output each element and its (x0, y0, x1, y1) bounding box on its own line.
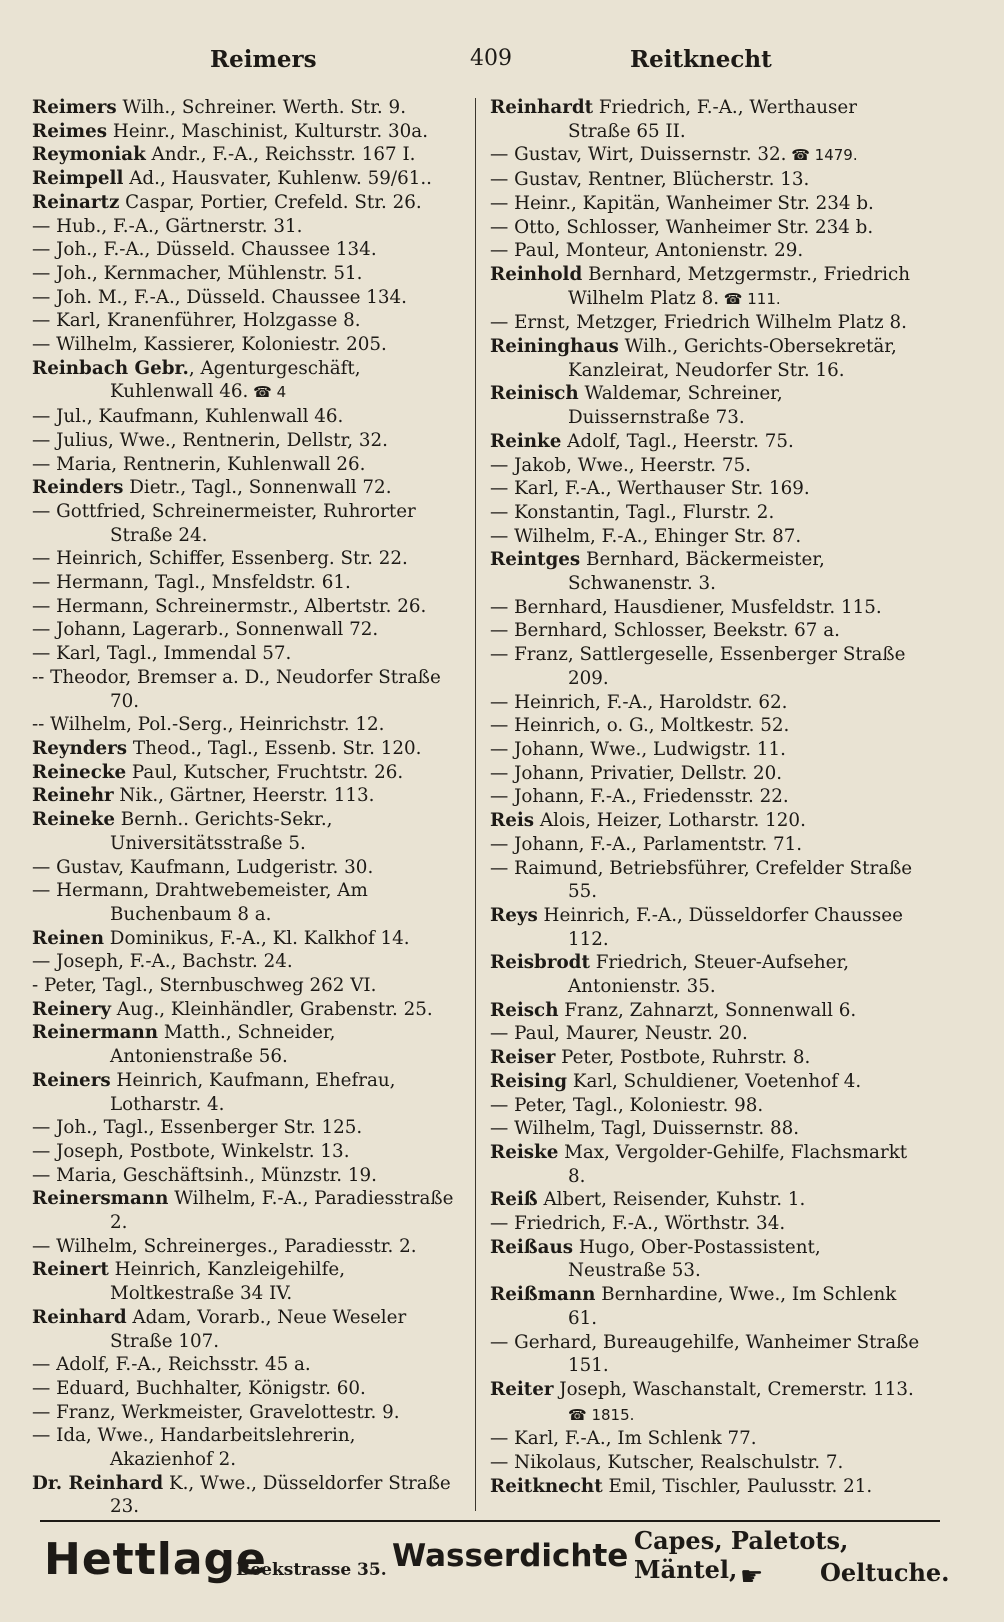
directory-entry (32, 143, 464, 167)
entry-details: — Julius, Wwe., Rentnerin, Dellstr, 32. (32, 429, 388, 451)
directory-entry (490, 430, 922, 454)
entry-details: — Hermann, Schreinermstr., Albertstr. 26. (32, 595, 427, 617)
entry-surname: Reising (490, 1070, 568, 1092)
directory-entry (32, 191, 464, 215)
entry-details: — Gottfried, Schreinermeister, Ruhrorter Straße 24. (32, 500, 416, 546)
telephone-number: ☎ 111. (719, 289, 781, 308)
entry-surname: Reinehr (32, 785, 114, 807)
directory-entry (490, 1427, 922, 1451)
entry-details: — Ernst, Metzger, Friedrich Wilhelm Platz 8. (490, 312, 907, 334)
directory-entry (490, 1212, 922, 1236)
entry-details: Max, Vergolder-Gehilfe, Flachsmarkt 8. (558, 1141, 908, 1187)
left-column (32, 96, 464, 1519)
entry-surname: Reiß (490, 1189, 538, 1211)
directory-entry (490, 168, 922, 192)
entry-surname: Reinders (32, 477, 124, 499)
entry-details: Andr., F.-A., Reichsstr. 167 I. (145, 144, 416, 166)
entry-details: — Jakob, Wwe., Heerstr. 75. (490, 454, 751, 476)
directory-entry (32, 998, 464, 1022)
entry-details: — Hermann, Tagl., Mnsfeldstr. 61. (32, 572, 351, 594)
entry-details: — Paul, Monteur, Antonienstr. 29. (490, 240, 804, 262)
directory-entry (32, 1187, 464, 1234)
directory-entry (32, 642, 464, 666)
directory-entry (32, 1021, 464, 1068)
directory-entry (32, 309, 464, 333)
entry-surname: Reiske (490, 1141, 559, 1163)
directory-entry (490, 714, 922, 738)
directory-entry (490, 192, 922, 216)
entry-details: — Konstantin, Tagl., Flurstr. 2. (490, 501, 775, 523)
entry-details: — Wilhelm, F.-A., Ehinger Str. 87. (490, 525, 802, 547)
directory-entry (32, 120, 464, 144)
entry-details: Hugo, Ober-Postassistent, Neustraße 53. (568, 1236, 821, 1282)
entry-details: Heinrich, Kaufmann, Ehefrau, Lotharstr. 4. (110, 1069, 396, 1115)
entry-details: — Karl, Tagl., Immendal 57. (32, 643, 292, 665)
entry-details: — Johann, F.-A., Parlamentstr. 71. (490, 833, 803, 855)
directory-entry (490, 762, 922, 786)
directory-entry (490, 501, 922, 525)
directory-entry (490, 1236, 922, 1283)
directory-entry (32, 1401, 464, 1425)
entry-surname: Reinermann (32, 1022, 159, 1044)
directory-entry (490, 1141, 922, 1188)
directory-entry (32, 1258, 464, 1305)
directory-entry (490, 548, 922, 595)
entry-details: Matth., Schneider, Antonienstraße 56. (110, 1022, 336, 1068)
directory-entry (490, 857, 922, 904)
entry-surname: Reinke (490, 430, 562, 452)
directory-entry (490, 311, 922, 335)
entry-surname: Reininghaus (490, 336, 619, 358)
entry-details: — Maria, Rentnerin, Kuhlenwall 26. (32, 453, 366, 475)
entry-details: K., Wwe., Düsseldorfer Straße 23. (110, 1472, 451, 1518)
directory-entry (490, 904, 922, 951)
directory-entry (490, 1022, 922, 1046)
entry-details: — Bernhard, Schlosser, Beekstr. 67 a. (490, 620, 840, 642)
entry-details: — Friedrich, F.-A., Wörthstr. 34. (490, 1213, 786, 1235)
entry-surname: Reinen (32, 927, 104, 949)
entry-details: — Joseph, Postbote, Winkelstr. 13. (32, 1140, 350, 1162)
directory-entry (490, 216, 922, 240)
entry-surname: Reinartz (32, 191, 120, 213)
directory-entry (490, 1451, 922, 1475)
directory-entry (490, 691, 922, 715)
directory-entry (32, 713, 464, 737)
entry-details: — Otto, Schlosser, Wanheimer Str. 234 b. (490, 216, 874, 238)
ad-brand: Hettlage (44, 1534, 267, 1585)
entry-details: — Hermann, Drahtwebemeister, Am Buchenbaum 8 a. (32, 880, 368, 925)
entry-details: -- Wilhelm, Pol.-Serg., Heinrichstr. 12. (32, 714, 385, 736)
entry-surname: Reynders (32, 737, 128, 759)
directory-entry (32, 333, 464, 357)
directory-entry (32, 1164, 464, 1188)
entry-details: Caspar, Portier, Crefeld. Str. 26. (119, 191, 422, 213)
directory-entry (32, 1116, 464, 1140)
directory-entry (490, 143, 922, 168)
page-number: 409 (470, 46, 512, 71)
directory-entry (32, 879, 464, 926)
entry-details: — Heinrich, Schiffer, Essenberg. Str. 22. (32, 548, 408, 570)
entry-details: Emil, Tischler, Paulusstr. 21. (602, 1475, 873, 1497)
entry-details: — Ida, Wwe., Handarbeitslehrerin, Akazienhof 2. (32, 1425, 356, 1471)
entry-details: — Paul, Maurer, Neustr. 20. (490, 1023, 748, 1045)
entry-surname: Reys (490, 904, 538, 926)
directory-entry (32, 1140, 464, 1164)
directory-entry (490, 382, 922, 429)
entry-details: — Joh., F.-A., Düsseld. Chaussee 134. (32, 239, 377, 261)
entry-details: — Joh., Tagl., Essenberger Str. 125. (32, 1117, 363, 1139)
directory-entry (490, 1378, 922, 1427)
entry-details: Ad., Hausvater, Kuhlenw. 59/61.. (123, 168, 432, 190)
directory-entry (32, 618, 464, 642)
entry-details: Paul, Kutscher, Fruchtstr. 26. (126, 761, 404, 783)
entry-details: — Karl, F.-A., Im Schlenk 77. (490, 1428, 757, 1450)
entry-surname: Reintges (490, 549, 581, 571)
directory-entry (32, 595, 464, 619)
directory-entry (32, 761, 464, 785)
directory-entry (32, 1235, 464, 1259)
entry-details: Heinrich, Kanzleigehilfe, Moltkestraße 34 IV. (108, 1259, 346, 1305)
directory-entry (490, 525, 922, 549)
entry-surname: Reiser (490, 1047, 556, 1069)
directory-entry (32, 167, 464, 191)
entry-surname: Reinbach Gebr. (32, 357, 189, 379)
directory-entry (32, 357, 464, 405)
entry-details: — Joseph, F.-A., Bachstr. 24. (32, 951, 293, 973)
entry-details: — Maria, Geschäftsinh., Münzstr. 19. (32, 1164, 377, 1186)
directory-entry (32, 547, 464, 571)
entry-details: — Karl, F.-A., Werthauser Str. 169. (490, 478, 810, 500)
entry-details: — Heinr., Kapitän, Wanheimer Str. 234 b. (490, 192, 874, 214)
directory-entry (490, 1094, 922, 1118)
directory-entry (32, 500, 464, 547)
entry-surname: Reimes (32, 120, 108, 142)
entry-details: — Gerhard, Bureaugehilfe, Wanheimer Straße 151. (490, 1331, 920, 1377)
entry-details: — Joh., Kernmacher, Mühlenstr. 51. (32, 262, 363, 284)
entry-surname: Reimers (32, 97, 117, 118)
directory-entry (490, 785, 922, 809)
entry-details: — Wilhelm, Schreinerges., Paradiesstr. 2. (32, 1235, 417, 1257)
entry-surname: Reisbrodt (490, 952, 590, 974)
entry-details: — Wilhelm, Tagl, Duissernstr. 88. (490, 1118, 800, 1140)
ad-slogan: Wasserdichte (392, 1538, 629, 1574)
entry-details: — Johann, Privatier, Dellstr. 20. (490, 762, 783, 784)
entry-details: — Johann, Lagerarb., Sonnenwall 72. (32, 619, 379, 641)
entry-details: Friedrich, F.-A., Werthauser Straße 65 II. (568, 97, 857, 142)
entry-details: - Peter, Tagl., Sternbuschweg 262 VI. (32, 975, 377, 997)
advertisement-banner (40, 1520, 950, 1602)
directory-entry (490, 1070, 922, 1094)
pointing-hand-icon: ☛ (740, 1562, 764, 1592)
entry-surname: Dr. Reinhard (32, 1472, 164, 1494)
entry-details: Bernhard, Bäckermeister, Schwanenstr. 3. (568, 549, 825, 595)
entry-details: Aug., Kleinhändler, Grabenstr. 25. (110, 998, 433, 1020)
directory-entry (32, 737, 464, 761)
entry-surname: Reiners (32, 1069, 111, 1091)
page-header (30, 46, 974, 80)
entry-details: — Nikolaus, Kutscher, Realschulstr. 7. (490, 1452, 844, 1474)
entry-surname: Reißaus (490, 1236, 574, 1258)
header-right-word: Reitknecht (630, 46, 772, 73)
directory-entry (32, 666, 464, 713)
entry-details: Waldemar, Schreiner, Duissernstraße 73. (568, 383, 783, 429)
entry-surname: Reisch (490, 999, 559, 1021)
directory-entry (32, 927, 464, 951)
entry-details: Bernhard, Metzgermstr., Friedrich Wilhelm Platz 8. (568, 263, 910, 309)
entry-surname: Reinhold (490, 263, 583, 285)
entry-surname: Reineke (32, 809, 115, 831)
directory-entry (32, 571, 464, 595)
directory-entry (32, 215, 464, 239)
entry-details: Heinrich, F.-A., Düsseldorfer Chaussee 112. (537, 904, 903, 950)
telephone-number: ☎ 1479. (786, 146, 858, 165)
directory-entry (490, 1331, 922, 1378)
entry-details: — Gustav, Rentner, Blücherstr. 13. (490, 169, 810, 191)
entry-surname: Reimpell (32, 168, 124, 190)
directory-entry (32, 476, 464, 500)
entry-details: — Johann, Wwe., Ludwigstr. 11. (490, 738, 786, 760)
entry-details: — Peter, Tagl., Koloniestr. 98. (490, 1094, 764, 1116)
entry-details: Dominikus, F.-A., Kl. Kalkhof 14. (103, 927, 410, 949)
entry-surname: Reinhard (32, 1306, 127, 1328)
directory-entry (490, 809, 922, 833)
ad-line-1: Capes, Paletots, Mäntel, (634, 1526, 849, 1584)
entry-surname: Reinecke (32, 761, 127, 783)
directory-entry (490, 1283, 922, 1330)
directory-entry (32, 405, 464, 429)
entry-surname: Reinert (32, 1259, 109, 1281)
entry-details: — Johann, F.-A., Friedensstr. 22. (490, 786, 789, 808)
entry-surname: Reinersmann (32, 1188, 169, 1210)
entry-details: — Gustav, Kaufmann, Ludgeristr. 30. (32, 856, 374, 878)
entry-details: — Eduard, Buchhalter, Königstr. 60. (32, 1377, 366, 1399)
entry-details: Albert, Reisender, Kuhstr. 1. (537, 1189, 806, 1211)
directory-entry (490, 335, 922, 382)
entry-surname: Reinhardt (490, 97, 594, 118)
directory-entry (32, 1424, 464, 1471)
directory-entry (32, 1306, 464, 1353)
entry-details: , Agenturgeschäft, Kuhlenwall 46. (110, 357, 361, 403)
directory-entry (32, 1069, 464, 1116)
column-divider (475, 98, 476, 1511)
entry-details: — Hub., F.-A., Gärtnerstr. 31. (32, 215, 303, 237)
entry-details: Dietr., Tagl., Sonnenwall 72. (123, 477, 392, 499)
entry-details: Alois, Heizer, Lotharstr. 120. (534, 810, 806, 832)
directory-entry (490, 999, 922, 1023)
directory-entry (490, 596, 922, 620)
entry-details: Theod., Tagl., Essenb. Str. 120. (127, 737, 422, 759)
directory-entry (490, 477, 922, 501)
entry-surname: Reiter (490, 1378, 554, 1400)
directory-entry (32, 453, 464, 477)
directory-entry (490, 643, 922, 690)
entry-details: — Heinrich, F.-A., Haroldstr. 62. (490, 691, 788, 713)
entry-details: Wilhelm, F.-A., Paradiesstraße 2. (110, 1188, 454, 1234)
directory-entry (490, 454, 922, 478)
ad-address: Beekstrasse 35. (236, 1560, 387, 1580)
directory-entry (490, 239, 922, 263)
directory-entry (32, 808, 464, 855)
directory-entry (32, 974, 464, 998)
entry-surname: Reißmann (490, 1284, 596, 1306)
entry-details: Nik., Gärtner, Heerstr. 113. (113, 785, 375, 807)
directory-entry (490, 1046, 922, 1070)
directory-entry (32, 856, 464, 880)
entry-details: Bernh.. Gerichts-Sekr., Universitätsstraße 5. (110, 809, 333, 854)
entry-details: — Adolf, F.-A., Reichsstr. 45 a. (32, 1354, 311, 1376)
entry-details: — Gustav, Wirt, Duissernstr. 32. (490, 144, 787, 166)
ad-line-2: Oeltuche. (820, 1558, 950, 1587)
directory-entry (490, 738, 922, 762)
entry-surname: Reis (490, 810, 535, 832)
entry-details: Adolf, Tagl., Heerstr. 75. (561, 430, 794, 452)
entry-details: Adam, Vorarb., Neue Weseler Straße 107. (110, 1306, 407, 1352)
entry-details: Wilh., Gerichts-Obersekretär, Kanzleirat, Neudorfer Str. 16. (568, 336, 897, 381)
directory-entry (32, 1472, 464, 1519)
directory-entry (32, 286, 464, 310)
directory-entry (490, 1188, 922, 1212)
directory-entry (32, 238, 464, 262)
entry-details: Wilh., Schreiner. Werth. Str. 9. (116, 97, 407, 118)
entry-details: — Franz, Sattlergeselle, Essenberger Straße 209. (490, 644, 906, 689)
directory-entry (490, 1475, 922, 1499)
entry-details: — Jul., Kaufmann, Kuhlenwall 46. (32, 406, 344, 428)
entry-details: Heinr., Maschinist, Kulturstr. 30a. (107, 120, 429, 142)
entry-details: Friedrich, Steuer-Aufseher, Antonienstr. 35. (568, 952, 850, 998)
telephone-number: ☎ 1815. (568, 1405, 635, 1424)
entry-details: — Heinrich, o. G., Moltkestr. 52. (490, 715, 790, 737)
directory-entry (32, 96, 464, 120)
entry-surname: Reitknecht (490, 1475, 603, 1497)
entry-details: — Wilhelm, Kassierer, Koloniestr. 205. (32, 334, 387, 356)
directory-entry (490, 833, 922, 857)
directory-entry (32, 262, 464, 286)
directory-entry (32, 429, 464, 453)
directory-entry (490, 263, 922, 311)
entry-details: -- Theodor, Bremser a. D., Neudorfer Straße 70. (32, 666, 441, 712)
entry-details: — Karl, Kranenführer, Holzgasse 8. (32, 310, 361, 332)
directory-entry (490, 619, 922, 643)
directory-entry (32, 1353, 464, 1377)
entry-surname: Reinisch (490, 383, 579, 405)
directory-entry (32, 1377, 464, 1401)
directory-entry (32, 784, 464, 808)
telephone-number: ☎ 4 (248, 383, 287, 402)
entry-details: Franz, Zahnarzt, Sonnenwall 6. (558, 999, 857, 1021)
entry-details: Karl, Schuldiener, Voetenhof 4. (567, 1070, 862, 1092)
entry-details: — Bernhard, Hausdiener, Musfeldstr. 115. (490, 596, 882, 618)
entry-surname: Reinery (32, 998, 111, 1020)
entry-details: — Franz, Werkmeister, Gravelottestr. 9. (32, 1401, 400, 1423)
directory-entry (32, 950, 464, 974)
entry-details: Peter, Postbote, Ruhrstr. 8. (555, 1047, 811, 1069)
right-column (490, 96, 922, 1498)
directory-entry (490, 1117, 922, 1141)
entry-details: Joseph, Waschanstalt, Cremerstr. 113. (553, 1378, 914, 1400)
entry-surname: Reymoniak (32, 144, 146, 166)
entry-details: — Raimund, Betriebsführer, Crefelder Straße 55. (490, 857, 913, 903)
header-left-word: Reimers (210, 46, 317, 73)
directory-entry (490, 951, 922, 998)
entry-details: Bernhardine, Wwe., Im Schlenk 61. (568, 1284, 897, 1329)
entry-details: — Joh. M., F.-A., Düsseld. Chaussee 134. (32, 286, 407, 308)
directory-entry (490, 96, 922, 143)
